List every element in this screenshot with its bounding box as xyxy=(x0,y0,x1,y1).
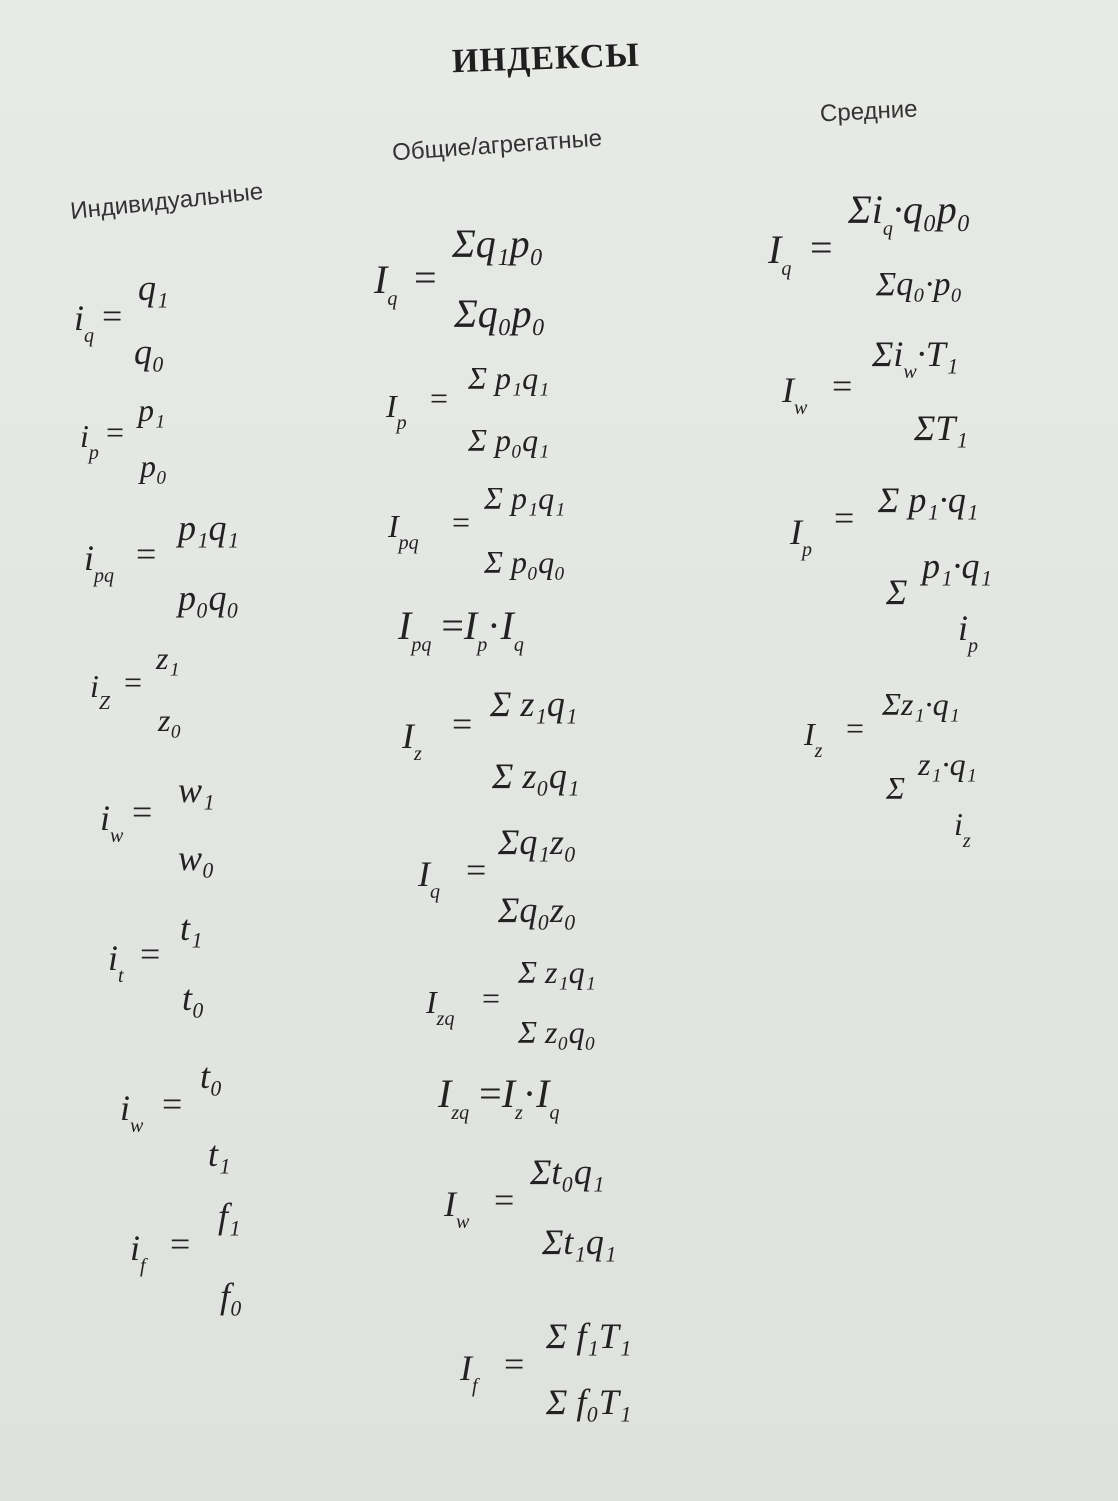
formula-Iq-z xyxy=(418,822,577,930)
formula-numerator: z₁ xyxy=(156,640,180,676)
formula-rhs: I xyxy=(536,1071,550,1116)
formula-eq: = xyxy=(834,498,855,538)
formula-sub: f xyxy=(472,1375,478,1397)
formula-numerator xyxy=(872,334,959,383)
formula-denominator: ΣT₁ xyxy=(914,408,968,448)
formula-rhs: I xyxy=(463,603,478,648)
formula-lhs: I xyxy=(444,1184,456,1224)
denominator-fraction-sub: p xyxy=(968,635,979,657)
formula-iw xyxy=(100,770,215,878)
denominator-fraction-sub: z xyxy=(962,830,971,852)
formula-denominator: Σq₀·p₀ xyxy=(876,266,963,303)
formula-sub: q xyxy=(549,1102,560,1124)
formula-if xyxy=(130,1196,243,1316)
formula-eq: = xyxy=(466,850,487,890)
formula-numerator: Σq₁z₀ xyxy=(498,822,577,862)
formula-rhs: I xyxy=(501,1071,516,1116)
formula-lhs: i xyxy=(120,1088,131,1128)
formula-numerator: t₁ xyxy=(180,908,203,948)
formula-lhs: I xyxy=(402,716,414,756)
formula-eq: = xyxy=(810,225,833,270)
formula-denominator: Σq₀p₀ xyxy=(454,291,546,336)
formula-sub: p xyxy=(396,412,407,434)
formula-sub: w xyxy=(794,397,808,419)
formula-eq: = xyxy=(132,792,153,832)
formula-sub: Z xyxy=(98,692,111,714)
formula-dot: · xyxy=(522,1071,537,1116)
denominator-fraction-numerator: z₁·q₁ xyxy=(918,746,977,782)
denominator-fraction-denominator xyxy=(954,806,971,852)
formula-numerator: Σz₁·q₁ xyxy=(882,686,960,722)
denominator-fraction-main: i xyxy=(958,608,969,648)
numerator-rest: ·T₁ xyxy=(916,334,959,374)
formula-lhs: i xyxy=(90,668,99,704)
formula-lhs: I xyxy=(426,984,437,1020)
formula-lhs: I xyxy=(460,1348,472,1388)
numerator-main: Σi xyxy=(872,334,904,374)
formula-If-agg xyxy=(460,1316,632,1422)
formula-sub: q xyxy=(387,288,398,310)
formula-numerator: Σ p₁q₁ xyxy=(468,360,550,396)
formula-sub: w xyxy=(130,1115,144,1137)
formula-Izq-agg xyxy=(426,954,596,1050)
formula-lhs: I xyxy=(804,716,815,752)
formula-denominator: f₀ xyxy=(220,1276,243,1316)
formula-lhs: I xyxy=(782,370,794,410)
formula-lhs: I xyxy=(790,512,802,552)
formula-eq: = xyxy=(124,664,143,700)
denominator-fraction-denominator xyxy=(958,608,979,657)
formula-sub: w xyxy=(456,1211,470,1233)
formula-sub: zq xyxy=(436,1008,455,1030)
formula-rhs: I xyxy=(500,603,514,648)
numerator-rest: ·q₀p₀ xyxy=(892,187,971,232)
formula-numerator: p₁ xyxy=(138,392,166,428)
formula-sub: pq xyxy=(411,634,432,656)
formula-ip xyxy=(80,392,168,484)
formula-denominator: w₀ xyxy=(178,838,215,878)
formula-eq: = xyxy=(832,366,853,406)
numerator-sub: w xyxy=(903,361,917,383)
header-individual: Индивидуальные xyxy=(69,177,265,226)
formula-sub: p xyxy=(88,442,99,464)
formula-eq: = xyxy=(102,296,123,336)
formula-Iz-avg xyxy=(804,686,977,852)
formula-iz xyxy=(90,640,182,738)
formula-lhs: I xyxy=(388,508,399,544)
formula-eq: = xyxy=(140,934,161,974)
formula-lhs: I xyxy=(438,1071,452,1116)
formula-eq: = xyxy=(414,255,437,300)
formula-denominator: Σq₀z₀ xyxy=(498,890,577,930)
formula-denominator: Σ f₀T₁ xyxy=(546,1382,632,1422)
formula-numerator: Σ p₁q₁ xyxy=(484,480,566,516)
formula-numerator: w₁ xyxy=(178,770,215,810)
formula-sub: p xyxy=(477,634,488,656)
formula-sub: f xyxy=(140,1255,146,1277)
formula-numerator: Σ z₁q₁ xyxy=(518,954,596,990)
formula-eq: = xyxy=(452,504,471,540)
formula-eq: = xyxy=(452,704,473,744)
formula-sub: q xyxy=(84,325,95,347)
formula-numerator: Σq₁p₀ xyxy=(452,221,544,266)
formula-Izq-product xyxy=(438,1071,560,1124)
numerator-sub: q xyxy=(882,218,893,240)
formula-denominator: Σ z₀q₁ xyxy=(492,756,580,796)
formula-denominator: Σ p₀q₀ xyxy=(484,544,566,580)
formula-Ipq-product xyxy=(398,603,524,656)
formula-dot: · xyxy=(487,603,501,648)
formula-eq: = xyxy=(106,414,125,450)
header-aggregate: Общие/агрегатные xyxy=(391,124,603,167)
formula-sub: p xyxy=(802,539,812,561)
formula-numerator: f₁ xyxy=(218,1196,241,1236)
denominator-sigma: Σ xyxy=(886,770,906,806)
formula-sub: pq xyxy=(94,565,115,587)
formula-ipq xyxy=(84,508,240,618)
formula-numerator: Σ f₁T₁ xyxy=(546,1316,632,1356)
formula-sub: z xyxy=(814,740,823,762)
formula-Ip-agg xyxy=(386,360,550,458)
formula-denominator: t₁ xyxy=(208,1134,231,1174)
formula-eq: = xyxy=(494,1180,515,1220)
formula-lhs: I xyxy=(386,388,397,424)
formula-eq: = xyxy=(479,1071,502,1116)
formula-denominator: Σ p₀q₁ xyxy=(468,422,550,458)
formula-sub: t xyxy=(118,965,124,987)
formula-sub: w xyxy=(110,825,124,847)
formula-sub: z xyxy=(414,743,422,765)
formula-denominator: Σ z₀q₀ xyxy=(518,1014,596,1050)
formula-sub: q xyxy=(513,634,524,656)
formula-lhs: i xyxy=(100,798,111,838)
formula-denominator: q₀ xyxy=(134,332,165,372)
formula-denominator: z₀ xyxy=(158,702,182,738)
formula-lhs: I xyxy=(768,227,782,272)
numerator-main: Σi xyxy=(848,187,883,232)
page-title: ИНДЕКСЫ xyxy=(451,36,641,81)
formula-sub: z xyxy=(515,1102,523,1124)
formula-Iw-agg xyxy=(444,1152,617,1262)
formula-Ip-avg xyxy=(790,480,993,657)
formula-Iz-agg xyxy=(402,684,580,796)
formula-sub: q xyxy=(781,258,792,280)
formula-denominator: p₀ xyxy=(140,448,168,484)
formula-numerator: q₁ xyxy=(138,268,169,308)
formula-eq: = xyxy=(136,534,157,574)
formula-numerator xyxy=(848,187,971,240)
formula-eq: = xyxy=(170,1224,191,1264)
formula-Iq-agg xyxy=(374,221,546,336)
formula-numerator: t₀ xyxy=(200,1056,223,1096)
formula-eq: = xyxy=(482,980,501,1016)
formula-lhs: I xyxy=(418,854,430,894)
formula-numerator: p₁q₁ xyxy=(178,508,240,548)
formula-sub: pq xyxy=(398,532,419,554)
formula-eq: = xyxy=(441,603,464,648)
formula-eq: = xyxy=(504,1344,525,1384)
formula-lhs: i xyxy=(130,1228,141,1268)
formula-lhs: I xyxy=(374,257,388,302)
formula-it xyxy=(108,908,205,1018)
formula-sub: zq xyxy=(451,1102,470,1124)
formula-denominator: t₀ xyxy=(182,978,205,1018)
formula-denominator: Σt₁q₁ xyxy=(542,1222,617,1262)
formula-numerator: Σ z₁q₁ xyxy=(490,684,578,724)
formula-sub: q xyxy=(430,881,440,903)
formula-eq: = xyxy=(430,380,449,416)
formula-Ipq-agg xyxy=(388,480,566,580)
denominator-fraction-main: i xyxy=(954,806,963,842)
formula-denominator: p₀q₀ xyxy=(178,578,240,618)
formula-lhs: I xyxy=(398,603,412,648)
formula-lhs: i xyxy=(74,298,85,338)
header-average: Средние xyxy=(819,95,919,128)
formula-numerator: Σt₀q₁ xyxy=(530,1152,605,1192)
formula-iq xyxy=(74,268,169,372)
denominator-sigma: Σ xyxy=(886,572,908,612)
formula-lhs: i xyxy=(108,938,119,978)
formula-eq: = xyxy=(162,1084,183,1124)
formula-eq: = xyxy=(846,710,865,746)
denominator-fraction-numerator: p₁·q₁ xyxy=(922,546,993,586)
formula-numerator: Σ p₁·q₁ xyxy=(878,480,979,520)
formula-lhs: i xyxy=(80,418,89,454)
formula-iw-time xyxy=(120,1056,231,1174)
formula-lhs: i xyxy=(84,538,95,578)
